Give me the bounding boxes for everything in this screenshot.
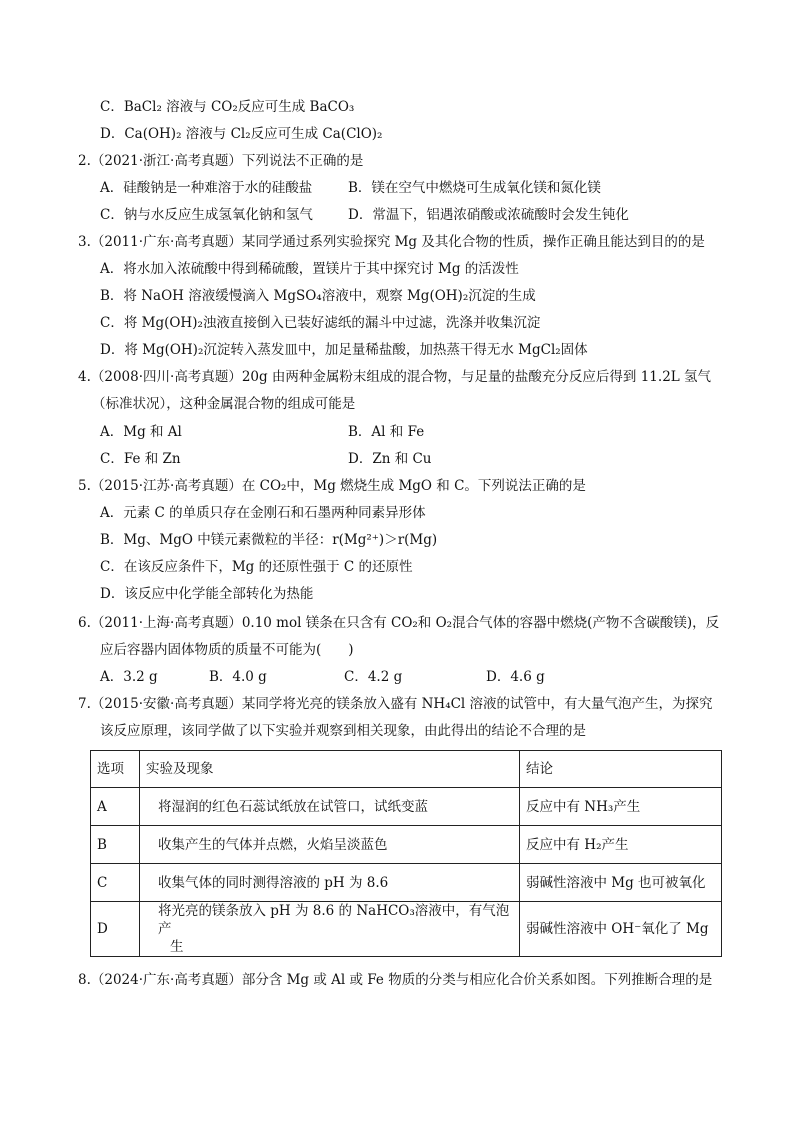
cell-experiment-text: 将光亮的镁条放入 pH 为 8.6 的 NaHCO₃溶液中，有气泡产 bbox=[158, 903, 510, 937]
q7-continuation: 该反应原理，该同学做了以下实验并观察到相关现象，由此得出的结论不合理的是 bbox=[100, 723, 586, 739]
q5-option-b: B．Mg、MgO 中镁元素微粒的半径：r(Mg²⁺)＞r(Mg) bbox=[100, 532, 438, 548]
cell-experiment bbox=[140, 826, 520, 864]
q4-option-b: B．Al 和 Fe bbox=[348, 424, 425, 440]
q6-option-d: D．4.6 g bbox=[486, 669, 545, 685]
table-header-row bbox=[91, 751, 722, 788]
cell-experiment-wrap: 生 bbox=[170, 939, 184, 955]
cell-conclusion: 弱碱性溶液中 Mg 也可被氧化 bbox=[520, 864, 722, 902]
q3-option-c: C．将 Mg(OH)₂浊液直接倒入已装好滤纸的漏斗中过滤，洗涤并收集沉淀 bbox=[100, 315, 541, 331]
cell-experiment bbox=[140, 902, 520, 957]
q6-option-b: B．4.0 g bbox=[209, 669, 267, 685]
header-experiment: 实验及现象 bbox=[140, 751, 520, 788]
q2-option-d: D．常温下，铝遇浓硝酸或浓硫酸时会发生钝化 bbox=[348, 207, 629, 223]
q7-table bbox=[90, 750, 722, 957]
cell-option: A bbox=[91, 788, 140, 826]
cell-option: D bbox=[91, 902, 140, 957]
q3-option-d: D．将 Mg(OH)₂沉淀转入蒸发皿中，加足量稀盐酸，加热蒸干得无水 MgCl₂固体 bbox=[100, 342, 588, 358]
q2-option-c: C．钠与水反应生成氢氧化钠和氢气 bbox=[100, 207, 313, 223]
header-option: 选项 bbox=[91, 751, 140, 788]
question-8: 8.（2024·广东·高考真题）部分含 Mg 或 Al 或 Fe 物质的分类与相应化合价关系如图。下列推断合理的是 bbox=[78, 972, 713, 988]
cell-conclusion: 反应中有 NH₃产生 bbox=[520, 788, 722, 826]
cell-conclusion: 反应中有 H₂产生 bbox=[520, 826, 722, 864]
cell-conclusion: 弱碱性溶液中 OH⁻氧化了 Mg bbox=[520, 902, 722, 957]
question-3: 3.（2011·广东·高考真题）某同学通过系列实验探究 Mg 及其化合物的性质，操作正确且能达到目的的是 bbox=[78, 234, 705, 250]
cell-experiment-text: 将湿润的红色石蕊试纸放在试管口，试纸变蓝 bbox=[158, 798, 428, 815]
q4-continuation: （标准状况），这种金属混合物的组成可能是 bbox=[92, 396, 356, 412]
table-row bbox=[91, 826, 722, 864]
cell-option: C bbox=[91, 864, 140, 902]
q6-option-a: A．3.2 g bbox=[100, 669, 158, 685]
q5-option-d: D．该反应中化学能全部转化为热能 bbox=[100, 586, 314, 602]
q6-option-c: C．4.2 g bbox=[344, 669, 403, 685]
q3-option-a: A．将水加入浓硫酸中得到稀硫酸，置镁片于其中探究讨 Mg 的活泼性 bbox=[100, 261, 519, 277]
q4-option-d: D．Zn 和 Cu bbox=[348, 451, 432, 467]
question-4: 4.（2008·四川·高考真题）20g 由两种金属粉末组成的混合物，与足量的盐酸充分反应后得到 11.2L 氢气 bbox=[78, 369, 712, 385]
cell-experiment bbox=[140, 864, 520, 902]
q4-option-a: A．Mg 和 Al bbox=[100, 424, 182, 440]
question-5: 5.（2015·江苏·高考真题）在 CO₂中，Mg 燃烧生成 MgO 和 C。下列说法正确的是 bbox=[78, 478, 586, 494]
q5-option-c: C．在该反应条件下，Mg 的还原性强于 C 的还原性 bbox=[100, 559, 413, 575]
cell-option: B bbox=[91, 826, 140, 864]
cell-experiment-text: 收集气体的同时测得溶液的 pH 为 8.6 bbox=[158, 874, 389, 891]
q3-option-b: B．将 NaOH 溶液缓慢滴入 MgSO₄溶液中，观察 Mg(OH)₂沉淀的生成 bbox=[100, 288, 536, 304]
header-conclusion: 结论 bbox=[520, 751, 722, 788]
question-2: 2.（2021·浙江·高考真题）下列说法不正确的是 bbox=[78, 153, 364, 169]
q6-continuation: 应后容器内固体物质的质量不可能为( ) bbox=[100, 642, 354, 658]
q1-option-d: D．Ca(OH)₂ 溶液与 Cl₂反应可生成 Ca(ClO)₂ bbox=[100, 126, 383, 142]
q5-option-a: A．元素 C 的单质只存在金刚石和石墨两种同素异形体 bbox=[100, 505, 426, 521]
table-row bbox=[91, 788, 722, 826]
table-row bbox=[91, 864, 722, 902]
question-6: 6.（2011·上海·高考真题）0.10 mol 镁条在只含有 CO₂和 O₂混合气体的容器中燃烧(产物不含碳酸镁)，反 bbox=[78, 615, 720, 631]
cell-experiment bbox=[140, 788, 520, 826]
cell-experiment-text: 收集产生的气体并点燃，火焰呈淡蓝色 bbox=[158, 836, 388, 853]
q1-option-c: C．BaCl₂ 溶液与 CO₂反应可生成 BaCO₃ bbox=[100, 99, 355, 115]
question-7: 7.（2015·安徽·高考真题）某同学将光亮的镁条放入盛有 NH₄Cl 溶液的试管中，有大量气泡产生，为探究 bbox=[78, 696, 713, 712]
q2-option-a: A．硅酸钠是一种难溶于水的硅酸盐 bbox=[100, 180, 313, 196]
q4-option-c: C．Fe 和 Zn bbox=[100, 451, 181, 467]
table-row bbox=[91, 902, 722, 957]
q2-option-b: B．镁在空气中燃烧可生成氧化镁和氮化镁 bbox=[348, 180, 601, 196]
